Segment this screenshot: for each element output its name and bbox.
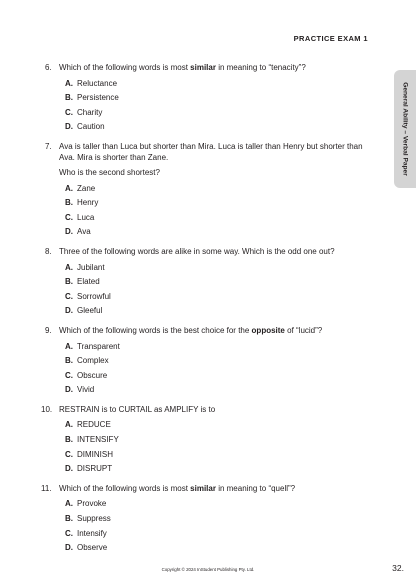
answer-option-a[interactable] <box>65 183 376 194</box>
answer-option-c[interactable] <box>65 291 376 302</box>
answer-option-a[interactable] <box>65 419 376 430</box>
option-letter: B. <box>65 356 73 366</box>
option-text: Vivid <box>77 385 95 395</box>
option-letter: B. <box>65 277 73 287</box>
option-text: Transparent <box>77 341 120 351</box>
answer-option-b[interactable] <box>65 355 376 366</box>
answer-option-c[interactable] <box>65 212 376 223</box>
stem-text: in meaning to “tenacity”? <box>215 63 306 72</box>
question-stem <box>46 246 376 257</box>
option-letter: C. <box>65 449 73 459</box>
answer-option-c[interactable] <box>65 107 376 118</box>
option-text: Caution <box>77 122 105 132</box>
option-letter: D. <box>65 385 73 395</box>
option-text: Reluctance <box>77 78 118 88</box>
option-text: Suppress <box>77 514 111 524</box>
option-letter: A. <box>65 262 73 272</box>
question-10 <box>41 404 376 474</box>
answer-option-c[interactable] <box>65 370 376 381</box>
option-text: Charity <box>77 107 103 117</box>
section-side-tab <box>394 70 416 188</box>
answer-option-b[interactable] <box>65 434 376 445</box>
answer-option-a[interactable] <box>65 341 376 352</box>
option-text: Elated <box>77 277 100 287</box>
question-stem <box>46 325 376 336</box>
option-letter: B. <box>65 93 73 103</box>
question-stem <box>41 483 376 494</box>
exam-header-title: PRACTICE EXAM 1 <box>293 34 368 43</box>
question-11 <box>41 483 376 553</box>
option-text: INTENSIFY <box>77 435 119 445</box>
question-number: 7. <box>45 141 52 151</box>
option-text: DIMINISH <box>77 449 113 459</box>
copyright-footer: Copyright © 2024 InStudent Publishing Pty. Ltd. <box>161 567 255 572</box>
option-letter: A. <box>65 78 73 88</box>
option-letter: D. <box>65 464 73 474</box>
option-text: Ava <box>77 227 91 237</box>
question-number: 6. <box>45 63 52 72</box>
stem-emphasis: similar <box>190 483 216 493</box>
option-letter: D. <box>65 227 73 237</box>
answer-option-a[interactable] <box>65 78 376 89</box>
option-letter: D. <box>65 543 73 553</box>
option-letter: C. <box>65 370 73 380</box>
stem-emphasis: opposite <box>251 325 285 335</box>
question-number: 11. <box>41 483 52 493</box>
question-8 <box>46 246 376 316</box>
question-number: 10. <box>41 404 53 414</box>
option-letter: B. <box>65 514 73 524</box>
answer-option-b[interactable] <box>65 513 376 524</box>
option-text: Complex <box>77 356 109 366</box>
question-9 <box>46 325 376 395</box>
answer-option-d[interactable] <box>65 226 376 237</box>
option-letter: A. <box>65 499 73 509</box>
option-text: Zane <box>77 183 96 193</box>
stem-text: of “lucid”? <box>284 325 323 335</box>
stem-emphasis: similar <box>190 63 216 72</box>
option-letter: A. <box>65 183 73 193</box>
option-letter: D. <box>65 306 73 316</box>
answer-option-d[interactable] <box>65 463 376 474</box>
answer-option-b[interactable] <box>65 276 376 287</box>
option-text: Persistence <box>77 93 119 103</box>
option-text: Intensify <box>77 528 107 538</box>
option-letter: A. <box>65 420 73 430</box>
stem-text: RESTRAIN is to CURTAIL as AMPLIFY is to <box>59 404 216 414</box>
question-number: 8. <box>45 246 52 256</box>
option-letter: B. <box>65 435 73 445</box>
answer-option-c[interactable] <box>65 449 376 460</box>
stem-text: Ava is taller than Luca but shorter than Mira. Luca is taller than Henry but shorter than Ava. Mira is shorter than Zane. <box>59 141 363 162</box>
answer-options <box>46 419 376 474</box>
option-text: DISRUPT <box>77 464 113 474</box>
option-text: REDUCE <box>77 420 111 430</box>
question-6 <box>46 62 376 132</box>
answer-options <box>46 183 376 238</box>
stem-text: Which of the following words is the best choice for the <box>59 325 252 335</box>
stem-text: Which of the following words is most <box>59 63 191 72</box>
stem-text: Three of the following words are alike in some way. Which is the odd one out? <box>59 246 335 256</box>
question-stem <box>46 62 376 73</box>
option-letter: A. <box>65 341 73 351</box>
answer-option-d[interactable] <box>65 384 376 395</box>
option-text: Provoke <box>77 499 107 509</box>
answer-option-c[interactable] <box>65 528 376 539</box>
answer-options <box>46 78 376 133</box>
option-letter: B. <box>65 198 73 208</box>
stem-text: in meaning to “quell”? <box>215 483 296 493</box>
answer-option-d[interactable] <box>65 542 376 553</box>
answer-option-a[interactable] <box>65 262 376 273</box>
option-text: Henry <box>77 198 99 208</box>
question-number: 9. <box>45 325 52 335</box>
option-text: Jubilant <box>77 262 105 272</box>
section-side-tab-label: General Ability – Verbal Paper <box>401 82 409 176</box>
question-list <box>41 62 376 562</box>
answer-options <box>46 262 376 317</box>
option-letter: D. <box>65 122 73 132</box>
answer-option-b[interactable] <box>65 197 376 208</box>
option-text: Luca <box>77 212 95 222</box>
answer-option-d[interactable] <box>65 305 376 316</box>
answer-option-b[interactable] <box>65 92 376 103</box>
answer-options <box>46 341 376 396</box>
option-letter: C. <box>65 212 73 222</box>
option-letter: C. <box>65 107 73 117</box>
option-text: Obscure <box>77 370 108 380</box>
option-letter: C. <box>65 291 73 301</box>
question-7 <box>46 141 376 237</box>
option-text: Sorrowful <box>77 291 111 301</box>
page-number: 32. <box>392 563 404 573</box>
stem-text: Which of the following words is most <box>59 483 191 493</box>
question-subprompt: Who is the second shortest? <box>59 167 160 177</box>
option-letter: C. <box>65 528 73 538</box>
answer-options <box>46 498 376 553</box>
option-text: Gleeful <box>77 306 103 316</box>
answer-option-d[interactable] <box>65 121 376 132</box>
question-stem <box>46 141 376 178</box>
question-stem <box>41 404 376 415</box>
option-text: Observe <box>77 543 108 553</box>
answer-option-a[interactable] <box>65 498 376 509</box>
